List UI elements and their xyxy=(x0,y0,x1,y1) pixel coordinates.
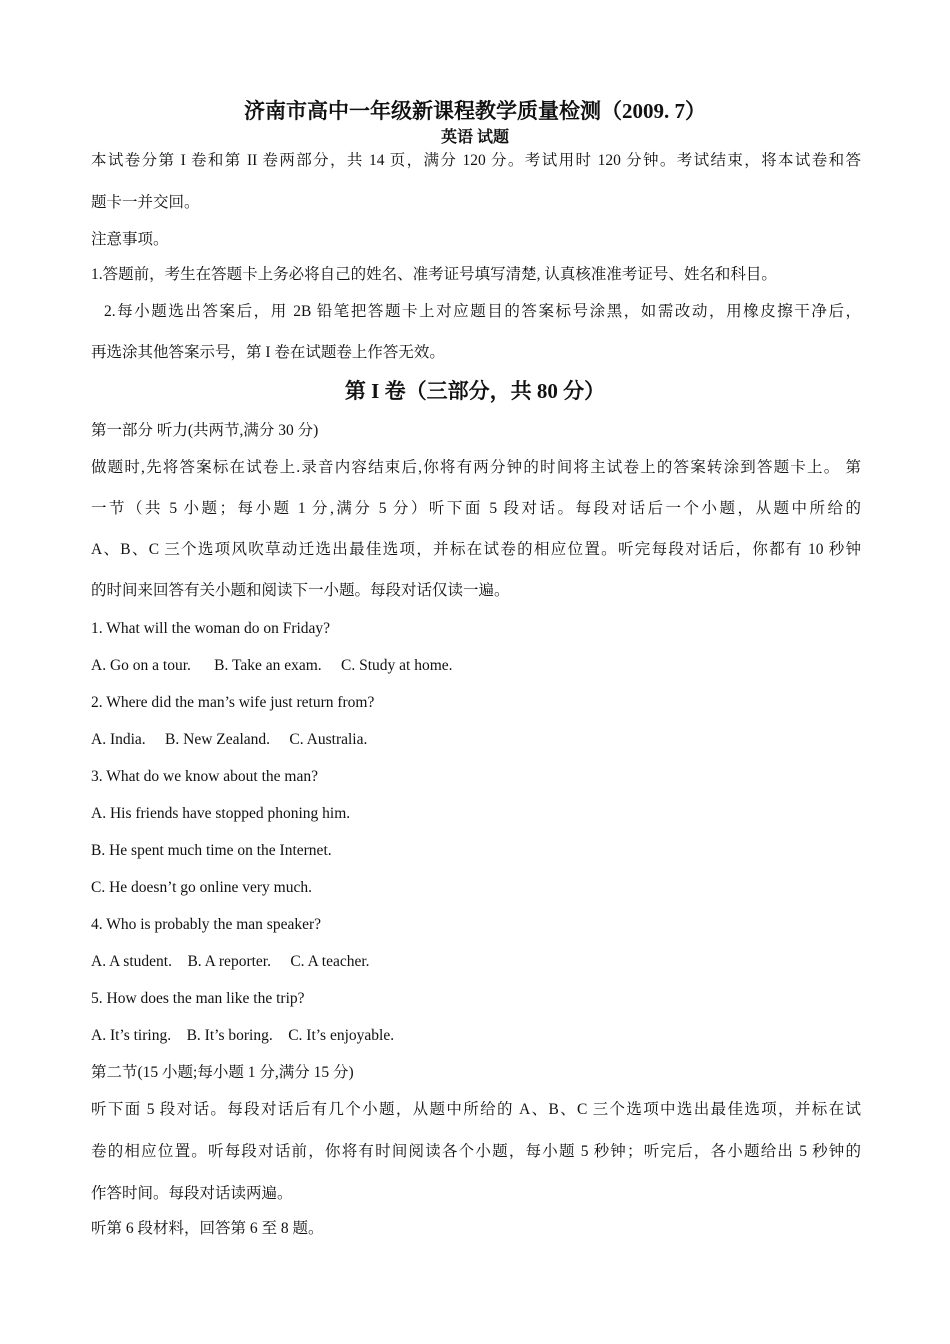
answer-option: A. His friends have stopped phoning him. xyxy=(91,805,351,822)
directions-line: 做题时,先将答案标在试卷上.录音内容结束后,你将有两分钟的时间将主试卷上的答案转涂到答题卡上。 第 xyxy=(91,459,861,476)
answer-option: B. He spent much time on the Internet. xyxy=(91,842,332,859)
note-item: 1.答题前，考生在答题卡上务必将自己的姓名、准考证号填写清楚, 认真核准准考证号、姓名和科目。 xyxy=(91,266,777,283)
answer-option: C. He doesn’t go online very much. xyxy=(91,879,312,896)
question-text: 1. What will the woman do on Friday? xyxy=(91,620,331,637)
question-text: 3. What do we know about the man? xyxy=(91,768,318,785)
intro-line: 题卡一并交回。 xyxy=(91,194,200,211)
directions-line: 卷的相应位置。听每段对话前，你将有时间阅读各个小题，每小题 5 秒钟；听完后，各小题给出 5 秒钟的 xyxy=(91,1143,861,1160)
intro-line: 本试卷分第 I 卷和第 II 卷两部分，共 14 页，满分 120 分。考试用时 120 分钟。考试结束，将本试卷和答 xyxy=(91,152,861,169)
page-subtitle: 英语 试题 xyxy=(440,129,509,146)
directions-line: 听下面 5 段对话。每段对话后有几个小题，从题中所给的 A、B、C 三个选项中选出最佳选项，并标在试 xyxy=(91,1101,861,1118)
answer-options: A. A student. B. A reporter. C. A teacher. xyxy=(91,953,370,970)
answer-options: A. Go on a tour. B. Take an exam. C. Study at home. xyxy=(91,657,453,674)
page-title: 济南市高中一年级新课程教学质量检测（2009. 7） xyxy=(244,99,706,123)
answer-options: A. India. B. New Zealand. C. Australia. xyxy=(91,731,368,748)
note-item: 2.每小题选出答案后，用 2B 铅笔把答题卡上对应题目的答案标号涂黑，如需改动，用橡皮擦干净后， xyxy=(104,303,861,320)
section-heading: 第一部分 听力(共两节,满分 30 分) xyxy=(91,422,319,439)
note-item: 再选涂其他答案示号，第 I 卷在试题卷上作答无效。 xyxy=(91,344,445,361)
answer-options: A. It’s tiring. B. It’s boring. C. It’s enjoyable. xyxy=(91,1027,395,1044)
question-text: 2. Where did the man’s wife just return from? xyxy=(91,694,375,711)
directions-line: A、B、C 三个选项风吹草动迁选出最佳选项，并标在试卷的相应位置。听完每段对话后，你都有 10 秒钟 xyxy=(91,541,861,558)
notes-heading: 注意事项。 xyxy=(91,231,169,248)
part-heading: 第 I 卷（三部分，共 80 分） xyxy=(344,379,606,403)
directions-line: 作答时间。每段对话读两遍。 xyxy=(91,1185,293,1202)
directions-line: 的时间来回答有关小题和阅读下一小题。每段对话仅读一遍。 xyxy=(91,582,510,599)
question-text: 5. How does the man like the trip? xyxy=(91,990,305,1007)
question-text: 4. Who is probably the man speaker? xyxy=(91,916,321,933)
section-heading: 第二节(15 小题;每小题 1 分,满分 15 分) xyxy=(91,1064,354,1081)
directions-line: 一节（共 5 小题；每小题 1 分,满分 5 分）听下面 5 段对话。每段对话后一个小题，从题中所给的 xyxy=(91,500,861,517)
material-instruction: 听第 6 段材料，回答第 6 至 8 题。 xyxy=(91,1220,324,1237)
